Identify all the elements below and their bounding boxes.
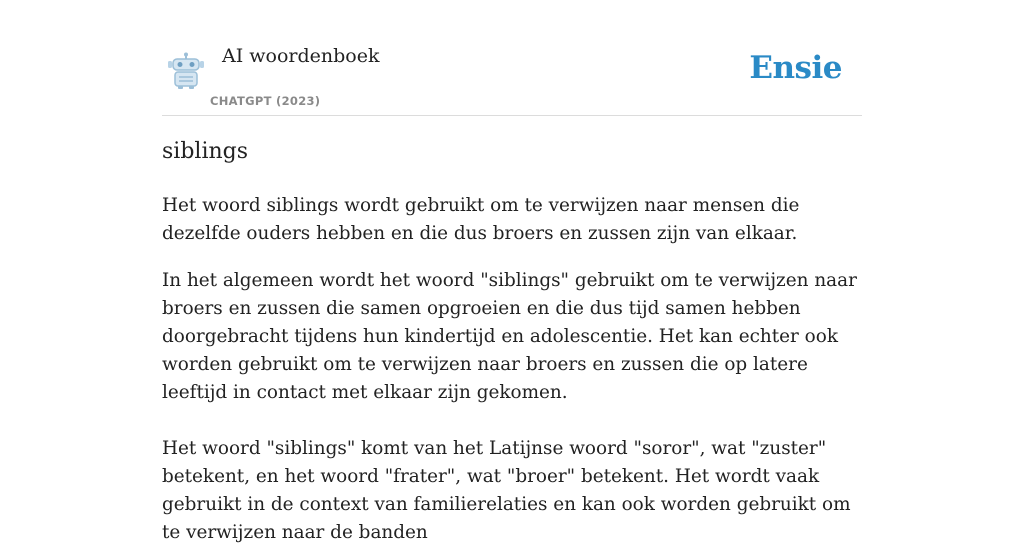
entry-term: siblings: [162, 139, 249, 164]
definition-paragraph-1: Het woord siblings wordt gebruikt om te verwijzen naar mensen die dezelfde ouders hebben en die dus broers en zussen zijn van elkaar.: [162, 195, 800, 244]
robot-icon: [166, 52, 206, 90]
dictionary-title[interactable]: AI woordenboek: [222, 45, 380, 67]
definition-paragraph-3: Het woord "siblings" komt van het Latijnse woord "soror", wat "zuster" betekent, en het woord "frater", wat "broer" betekent. Het wordt vaak gebruikt in de context van familierelaties en kan ook worden gebruikt om te verwijzen naar de banden: [162, 438, 851, 543]
source-label: CHATGPT (2023): [210, 94, 321, 108]
definition-paragraph-2: In het algemeen wordt het woord "siblings" gebruikt om te verwijzen naar broers en zussen die samen opgroeien en die dus tijd samen hebben doorgebracht tijdens hun kindertijd en adolescentie. Het kan echter ook worden gebruikt om te verwijzen naar broers en zussen die op latere leeftijd in contact met elkaar zijn gekomen.: [162, 270, 857, 403]
brand-logo[interactable]: Ensie: [749, 50, 842, 86]
entry-header: [162, 0, 862, 116]
content-column: [162, 0, 862, 543]
